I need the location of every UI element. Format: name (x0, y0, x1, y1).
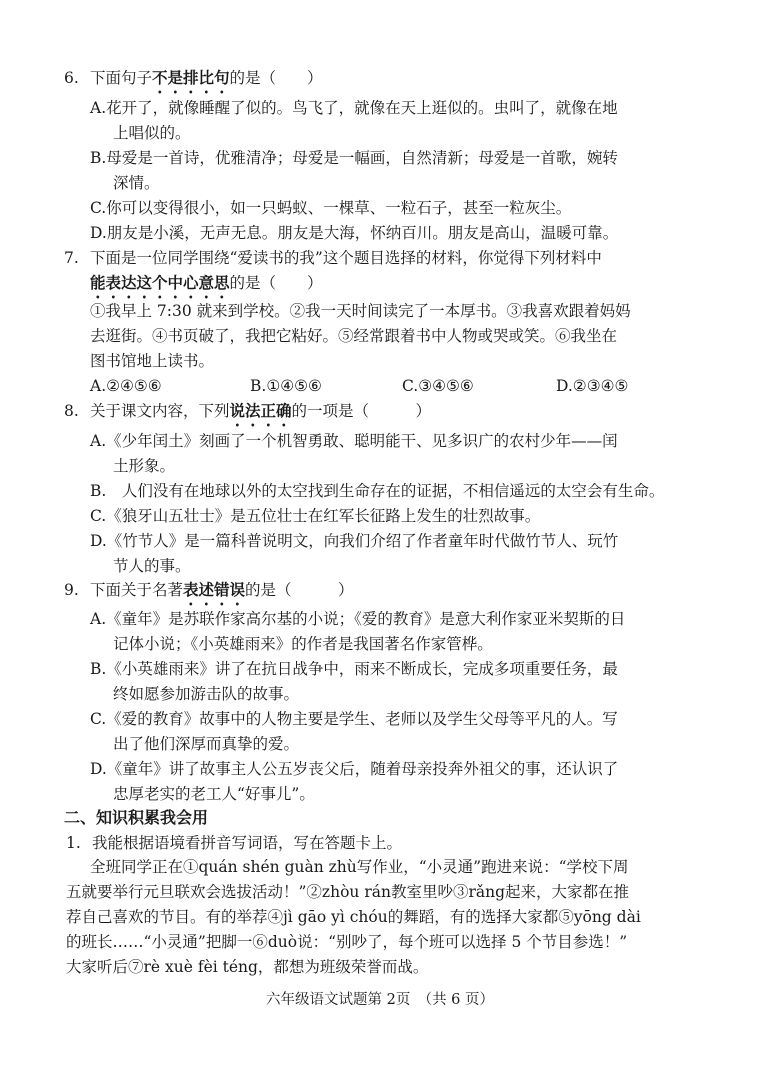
intro-text: 我能根据语境看拼音写词语，写在答题卡上。 (92, 834, 403, 852)
question-number: 8. (64, 402, 79, 420)
passage-line-2: 五就要举行元旦联欢会选拔活动！”②zhòu rán教室里吵③rǎng起来，大家都在推 (66, 883, 630, 901)
passage-line-5: 大家听后⑦rè xuè fèi téng，都想为班级荣誉而战。 (66, 958, 429, 976)
option-d-continued: 节人的事。 (113, 557, 191, 575)
option-c: C.《爱的教育》故事中的人物主要是学生、老师以及学生父母等平凡的人。写 (90, 710, 618, 728)
option-c: C.你可以变得很小，如一只蚂蚁、一棵草、一粒石子，甚至一粒灰尘。 (90, 199, 572, 217)
passage-line-1: 全班同学正在①quán shén guàn zhù写作业，“小灵通”跑进来说：“学校下周 (90, 858, 629, 876)
option-c: C.《狼牙山五壮士》是五位壮士在红军长征路上发生的壮烈故事。 (90, 507, 541, 525)
material-line-3: 图书馆地上读书。 (90, 352, 215, 370)
stem-text-end: 的是（ ） (229, 274, 323, 292)
page-footer: 六年级语文试题第 2页 （共 6 页） (265, 992, 495, 1008)
option-b: B. 人们没有在地球以外的太空找到生命存在的证据，不相信遥远的太空会有生命。 (90, 482, 665, 500)
material-line-1: ①我早上 7:30 就来到学校。②我一天时间读完了一本厚书。③我喜欢跟着妈妈 (90, 302, 631, 320)
question-7-stem (64, 246, 602, 270)
stem-emphasis: 能表达这个中心意思 (90, 273, 230, 292)
choices-row (90, 374, 690, 398)
stem-text: 关于课文内容，下列 (90, 402, 230, 420)
option-d: D.朋友是小溪，无声无息。朋友是大海，怀纳百川。朋友是高山，温暖可靠。 (90, 224, 619, 242)
stem-text: 下面是一位同学围绕“爱读书的我”这个题目选择的材料，你觉得下列材料中 (90, 249, 602, 267)
question-8-stem (64, 399, 431, 430)
stem-emphasis: 不是排比句 (152, 68, 230, 87)
stem-text-end: 的是（ ） (245, 581, 354, 599)
stem-text-end: 的是（ ） (229, 69, 323, 87)
question-9-stem (64, 578, 354, 609)
question-number: 7. (64, 249, 79, 267)
option-a-continued: 土形象。 (113, 457, 176, 475)
option-b-continued: 深情。 (113, 174, 160, 192)
option-a: A.花开了，就像睡醒了似的。鸟飞了，就像在天上逛似的。虫叫了，就像在地 (90, 99, 618, 117)
choice-a: A.②④⑤⑥ (90, 377, 162, 395)
section-heading: 二、知识积累我会用 (64, 808, 209, 827)
option-d: D.《童年》讲了故事主人公五岁丧父后，随着母亲投奔外祖父的事，还认识了 (90, 760, 619, 778)
stem-text: 下面句子 (90, 69, 153, 87)
question-7-stem-continued (90, 271, 323, 302)
option-b-continued: 终如愿参加游击队的故事。 (113, 685, 300, 703)
material-line-2: 去逛街。④书页破了，我把它粘好。⑤经常跟着书中人物或哭或笑。⑥我坐在 (90, 327, 618, 345)
option-b: B.母爱是一首诗，优雅清净；母爱是一幅画，自然清新；母爱是一首歌，婉转 (90, 149, 618, 167)
question-number: 6. (64, 69, 79, 87)
option-a: A.《童年》是苏联作家高尔基的小说；《爱的教育》是意大利作家亚米契斯的日 (90, 610, 626, 628)
option-a-continued: 上唱似的。 (113, 124, 191, 142)
subquestion-number: 1. (66, 834, 81, 852)
option-a: A.《少年闰土》刻画了一个机智勇敢、聪明能干、见多识广的农村少年——闰 (90, 432, 618, 450)
option-b: B.《小英雄雨来》讲了在抗日战争中，雨来不断成长，完成多项重要任务，最 (90, 660, 618, 678)
question-number: 9. (64, 581, 79, 599)
stem-text-end: 的一项是（ ） (291, 402, 432, 420)
stem-emphasis: 说法正确 (229, 401, 292, 420)
option-c-continued: 出了他们深厚而真挚的爱。 (113, 735, 300, 753)
option-a-continued: 记体小说；《小英雄雨来》的作者是我国著名作家管桦。 (113, 635, 493, 653)
passage-line-4: 的班长……“小灵通”把脚一⑥duò说：“别吵了，每个班可以选择 5 个节目参选！” (66, 933, 628, 951)
choice-c: C.③④⑤⑥ (402, 377, 474, 395)
choice-d: D.②③④⑤ (556, 377, 629, 395)
option-d-continued: 忠厚老实的老工人“好事儿”。 (113, 785, 315, 803)
choice-b: B.①④⑤⑥ (250, 377, 322, 395)
stem-emphasis: 表述错误 (183, 580, 246, 599)
question-6-stem (64, 66, 323, 97)
passage-line-3: 荐自己喜欢的节目。有的举荐④jì gāo yì chóu的舞蹈，有的选择大家都⑤yōng dài (66, 908, 641, 926)
subquestion-1-intro (66, 831, 402, 855)
option-d: D.《竹节人》是一篇科普说明文，向我们介绍了作者童年时代做竹节人、玩竹 (90, 532, 619, 550)
stem-text: 下面关于名著 (90, 581, 184, 599)
